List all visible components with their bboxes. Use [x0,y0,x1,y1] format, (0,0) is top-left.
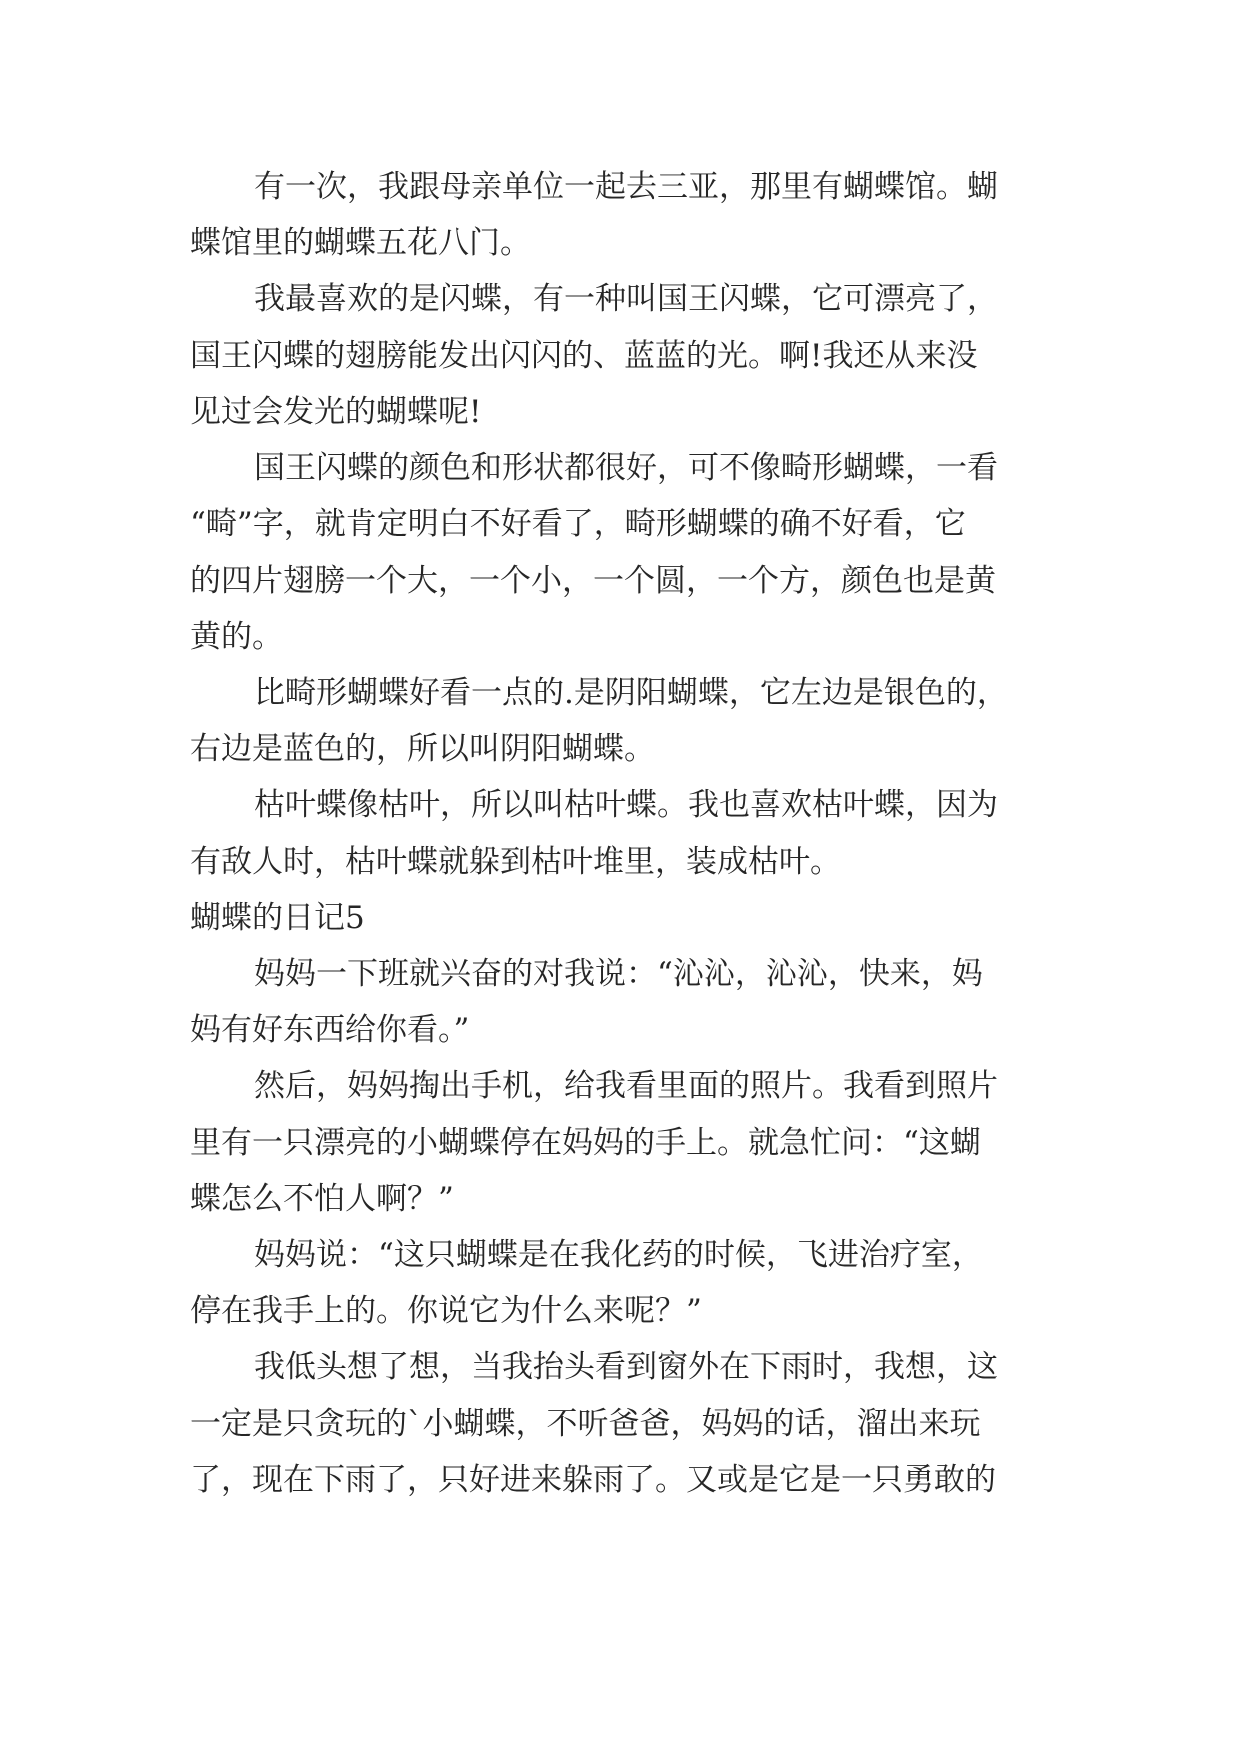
text-line: 见过会发光的蝴蝶呢! [190,394,482,430]
text-line: 有一次，我跟母亲单位一起去三亚，那里有蝴蝶馆。蝴 [254,169,998,205]
text-line: 枯叶蝶像枯叶，所以叫枯叶蝶。我也喜欢枯叶蝶，因为 [254,787,998,823]
text-line: 一定是只贪玩的`小蝴蝶，不听爸爸，妈妈的话，溜出来玩 [190,1406,981,1442]
text-line: 我低头想了想，当我抬头看到窗外在下雨时，我想，这 [254,1349,998,1385]
text-line: 妈有好东西给你看。” [190,1012,470,1048]
text-line: 然后，妈妈掏出手机，给我看里面的照片。我看到照片 [254,1068,998,1104]
text-line: 了，现在下雨了，只好进来躲雨了。又或是它是一只勇敢的 [190,1462,996,1498]
text-line: 比畸形蝴蝶好看一点的.是阴阳蝴蝶，它左边是银色的， [254,675,1008,711]
text-line: 右边是蓝色的，所以叫阴阳蝴蝶。 [190,731,655,767]
text-line: 黄的。 [190,619,283,655]
section-heading: 蝴蝶的日记5 [190,900,365,936]
text-line: 有敌人时，枯叶蝶就躲到枯叶堆里，装成枯叶。 [190,844,841,880]
text-line: “畸”字，就肯定明白不好看了，畸形蝴蝶的确不好看，它 [190,506,966,542]
text-line: 妈妈说：“这只蝴蝶是在我化药的时候，飞进治疗室， [254,1237,983,1273]
text-line: 里有一只漂亮的小蝴蝶停在妈妈的手上。就急忙问：“这蝴 [190,1125,981,1161]
text-line: 停在我手上的。你说它为什么来呢？” [190,1293,702,1329]
text-line: 国王闪蝶的颜色和形状都很好，可不像畸形蝴蝶，一看 [254,450,998,486]
text-line: 国王闪蝶的翅膀能发出闪闪的、蓝蓝的光。啊!我还从来没 [190,338,978,374]
text-line: 我最喜欢的是闪蝶，有一种叫国王闪蝶，它可漂亮了， [254,281,998,317]
text-line: 的四片翅膀一个大，一个小，一个圆，一个方，颜色也是黄 [190,563,996,599]
text-line: 蝶馆里的蝴蝶五花八门。 [190,225,531,261]
text-line: 妈妈一下班就兴奋的对我说：“沁沁，沁沁，快来，妈 [254,956,983,992]
text-line: 蝶怎么不怕人啊？” [190,1181,454,1217]
